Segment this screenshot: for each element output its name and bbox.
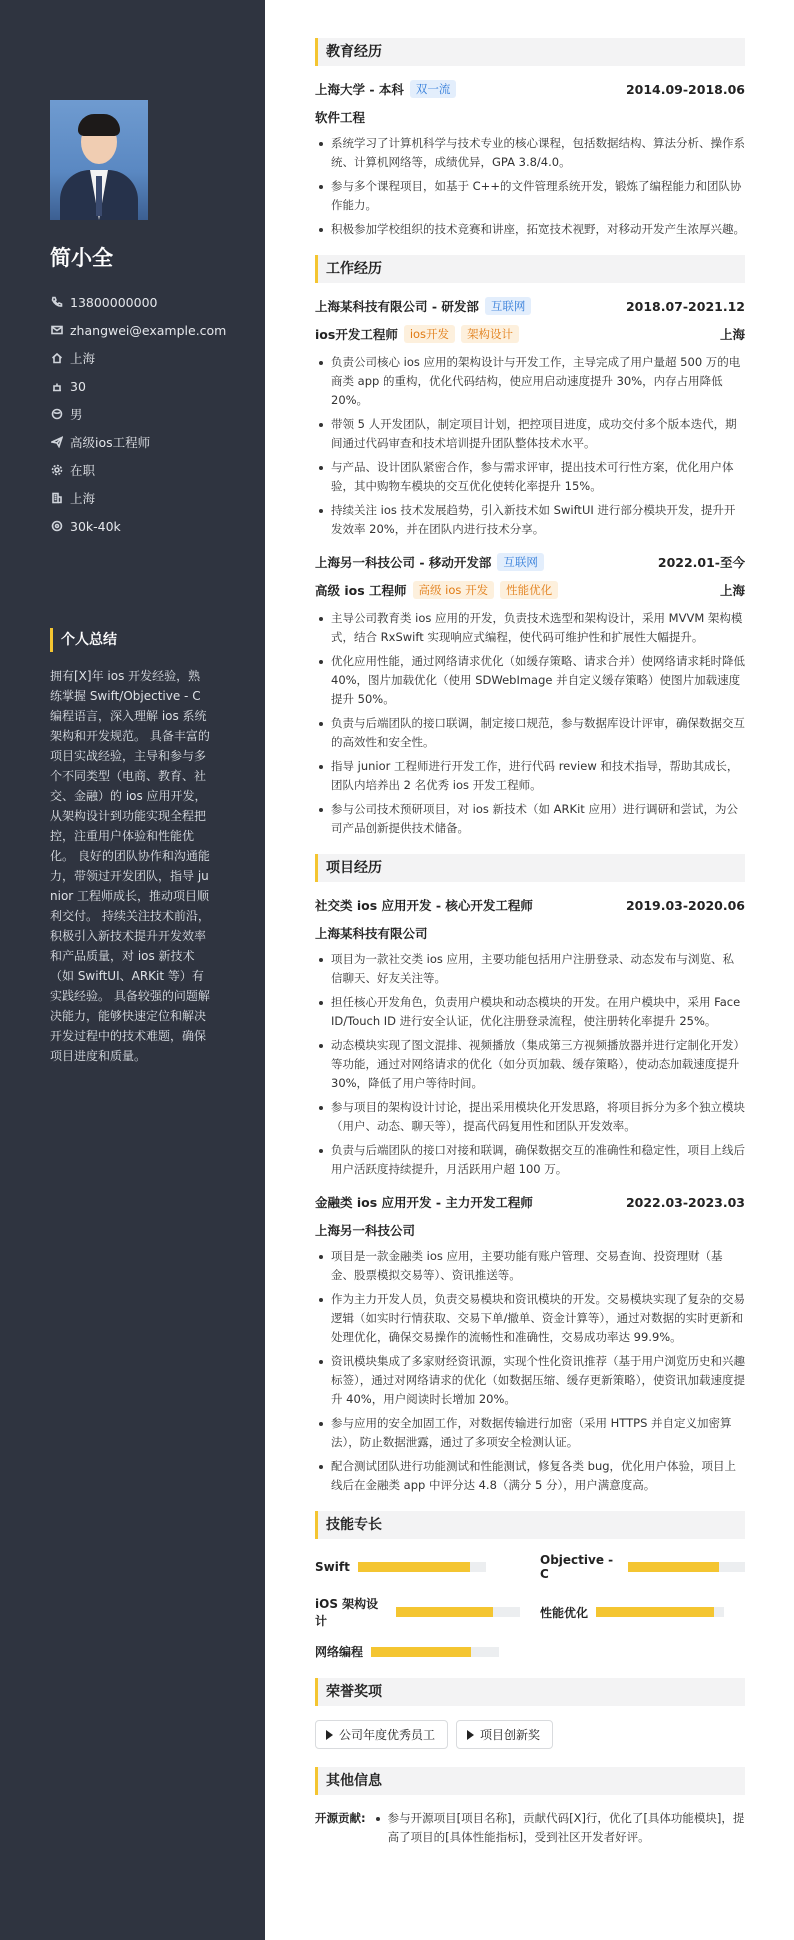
info-city [50,484,265,512]
job-2 [315,553,745,838]
job-2-industry-tag: 互联网 [497,553,544,571]
info-location-text: 上海 [70,351,96,366]
info-status-text: 在职 [70,463,96,478]
list-item: 项目是一款金融类 ios 应用，主要功能有账户管理、交易查询、投资理财（基金、股票模拟交易等）、资讯推送等。 [331,1247,745,1285]
skill-bar [371,1647,499,1657]
list-item: 负责与后端团队的接口对接和联调，确保数据交互的准确性和稳定性，项目上线后用户活跃度持续提升，月活跃用户超 100 万。 [331,1141,745,1179]
list-item: 主导公司教育类 ios 应用的开发，负责技术选型和架构设计，采用 MVVM 架构模式，结合 RxSwift 实现响应式编程，使代码可维护性和扩展性大幅提升。 [331,609,745,647]
list-item: 担任核心开发角色，负责用户模块和动态模块的开发。在用户模块中，采用 Face ID/Touch ID 进行安全认证，优化注册登录流程，使注册转化率提升 25%。 [331,993,745,1031]
job-1-role-row [315,325,745,343]
info-position-text: 高级ios工程师 [70,435,151,450]
skill-item [540,1553,745,1581]
list-item: 与产品、设计团队紧密合作，参与需求评审，提出技术可行性方案，优化用户体验，其中购物车模块的交互优化使转化率提升 15%。 [331,458,745,496]
awards-list [315,1720,745,1749]
job-2-date: 2022.01-至今 [657,555,745,570]
skill-name: Objective - C [540,1553,614,1581]
mail-icon [50,323,64,337]
job-2-role: 高级 ios 工程师 [315,583,407,598]
education-major: 软件工程 [315,110,366,125]
project-1-date: 2019.03-2020.06 [625,897,745,913]
salary-icon [50,519,64,533]
skill-fill [396,1607,493,1617]
project-1-header [315,896,745,914]
job-1-role: ios开发工程师 [315,327,398,342]
project-1-company: 上海某科技有限公司 [315,926,428,941]
job-1-industry-tag: 互联网 [485,297,532,315]
list-item: 参与项目的架构设计讨论，提出采用模块化开发思路，将项目拆分为多个独立模块（用户、动态、聊天等），提高代码复用性和团队开发效率。 [331,1098,745,1136]
other-title: 其他信息 [315,1767,745,1795]
job-1-company: 上海某科技有限公司 - 研发部 [315,299,479,314]
education-bullets [315,134,745,239]
work-section [315,255,745,838]
skill-bar [396,1607,520,1617]
education-date: 2014.09-2018.06 [625,81,745,97]
project-section [315,854,745,1495]
play-icon [326,1730,333,1740]
skill-name: Swift [315,1560,350,1574]
education-tag: 双一流 [410,80,457,98]
list-item: 项目为一款社交类 ios 应用，主要功能包括用户注册登录、动态发布与浏览、私信聊天、好友关注等。 [331,950,745,988]
skill-fill [628,1562,719,1572]
project-2 [315,1193,745,1495]
skill-item [315,1595,520,1629]
list-item: 负责与后端团队的接口联调，制定接口规范，参与数据库设计评审，确保数据交互的高效性和安全性。 [331,714,745,752]
work-title: 工作经历 [315,255,745,283]
info-position [50,428,265,456]
list-item: 指导 junior 工程师进行开发工作，进行代码 review 和技术指导，帮助其成长，团队内培养出 2 名优秀 ios 开发工程师。 [331,757,745,795]
avatar-hair [78,114,120,136]
job-2-tag-1: 高级 ios 开发 [413,581,495,599]
skill-bar [628,1562,745,1572]
award-label: 项目创新奖 [480,1728,541,1742]
project-2-date: 2022.03-2023.03 [625,1194,745,1210]
list-item: 参与应用的安全加固工作，对数据传输进行加密（采用 HTTPS 并自定义加密算法），防止数据泄露，通过了多项安全检测认证。 [331,1414,745,1452]
other-section [315,1767,745,1852]
skill-item [540,1595,745,1629]
award-label: 公司年度优秀员工 [339,1728,436,1742]
job-1-tag-1: ios开发 [404,325,455,343]
phone-icon [50,295,64,309]
awards-section [315,1678,745,1749]
education-section [315,38,745,239]
job-1-date: 2018.07-2021.12 [625,298,745,314]
skill-bar [596,1607,724,1617]
skills-title: 技能专长 [315,1511,745,1539]
list-item: 系统学习了计算机科学与技术专业的核心课程，包括数据结构、算法分析、操作系统、计算机网络等，成绩优异，GPA 3.8/4.0。 [331,134,745,172]
info-email-text: zhangwei@example.com [70,322,227,338]
list-item: 参与多个课程项目，如基于 C++的文件管理系统开发，锻炼了编程能力和团队协作能力。 [331,177,745,215]
summary-title: 个人总结 [50,628,265,652]
other-row [315,1809,745,1852]
summary-text: 拥有[X]年 ios 开发经验，熟练掌握 Swift/Objective - C 编程语言，深入理解 ios 系统架构和开发规范。 具备丰富的项目实战经验，主导和参与多个不同类型（电商、教育、社交、金融）的 ios 应用开发，从架构设计到功能实现全程把控，注重用户体验和性能优化。 良好的团队协作和沟通能力，带领过开发团队，指导 junior 工程师成长，推动项目顺利交付。 持续关注技术前沿，积极引入新技术提升开发效率和产品质量，对 ios 新技术（如 SwiftUI、ARKit 等）有实践经验。 具备较强的问题解决能力，能够快速定位和解决开发过程中的技术难题，确保项目进度和质量。 [50,669,210,1063]
award-chip[interactable] [315,1720,448,1749]
other-bullets [372,1809,745,1852]
info-salary-text: 30k-40k [70,518,121,534]
other-label: 开源贡献: [315,1811,366,1825]
education-title: 教育经历 [315,38,745,66]
education-school: 上海大学 - 本科 [315,82,404,97]
project-2-name: 金融类 ios 应用开发 - 主力开发工程师 [315,1195,533,1210]
skill-fill [596,1607,714,1617]
info-status [50,456,265,484]
sidebar [0,0,265,1940]
project-1-name: 社交类 ios 应用开发 - 核心开发工程师 [315,898,533,913]
project-2-header [315,1193,745,1211]
skill-fill [358,1562,471,1572]
main-content [265,0,794,1940]
list-item: 优化应用性能，通过网络请求优化（如缓存策略、请求合并）使网络请求耗时降低 40%，图片加载优化（使用 SDWebImage 并自定义缓存策略）使图片加载速度提升 50%。 [331,652,745,709]
skill-name: iOS 架构设计 [315,1597,379,1628]
avatar-tie [96,176,102,216]
info-phone [50,288,265,316]
info-gender [50,400,265,428]
info-age [50,372,265,400]
skill-item [315,1553,520,1581]
job-1 [315,297,745,539]
building-icon [50,491,64,505]
home-icon [50,351,64,365]
avatar [50,100,148,220]
list-item: 带领 5 人开发团队，制定项目计划，把控项目进度，成功交付多个版本迭代，期间通过代码审查和技术培训提升团队整体技术水平。 [331,415,745,453]
info-email [50,316,265,344]
project-title: 项目经历 [315,854,745,882]
list-item: 资讯模块集成了多家财经资讯源，实现个性化资讯推荐（基于用户浏览历史和兴趣标签），通过对网络请求的优化（如数据压缩、缓存更新策略），使资讯加载速度提升 40%，用户阅读时长增加 20%。 [331,1352,745,1409]
list-item: 作为主力开发人员，负责交易模块和资讯模块的开发。交易模块实现了复杂的交易逻辑（如实时行情获取、交易下单/撤单、资金计算等），通过对数据的实时更新和处理优化，确保交易操作的流畅性和准确性，交易成功率达 99.9%。 [331,1290,745,1347]
skills-grid [315,1553,745,1660]
skill-name: 性能优化 [540,1605,589,1620]
list-item: 积极参加学校组织的技术竞赛和讲座，拓宽技术视野，对移动开发产生浓厚兴趣。 [331,220,745,239]
list-item: 负责公司核心 ios 应用的架构设计与开发工作，主导完成了用户量超 500 万的电商类 app 的重构，优化代码结构，使应用启动速度提升 30%，内存占用降低 20%。 [331,353,745,410]
project-2-company: 上海另一科技公司 [315,1223,416,1238]
job-1-tag-2: 架构设计 [461,325,519,343]
info-phone-text: 13800000000 [70,294,158,310]
job-2-header [315,553,745,571]
info-city-text: 上海 [70,491,96,506]
list-item: 动态模块实现了图文混排、视频播放（集成第三方视频播放器并进行定制化开发）等功能，通过对网络请求的优化（如分页加载、缓存策略），使动态加载速度提升 30%，降低了用户等待时间。 [331,1036,745,1093]
job-1-bullets [315,353,745,539]
play-icon [467,1730,474,1740]
gender-icon [50,407,64,421]
info-age-text: 30 [70,378,86,394]
job-2-tag-2: 性能优化 [500,581,558,599]
project-2-bullets [315,1247,745,1495]
send-icon [50,435,64,449]
job-2-city: 上海 [719,583,745,598]
award-chip[interactable] [456,1720,553,1749]
list-item: 持续关注 ios 技术发展趋势，引入新技术如 SwiftUI 进行部分模块开发，提升开发效率 20%，并在团队内进行技术分享。 [331,501,745,539]
age-icon [50,379,64,393]
job-1-header [315,297,745,315]
info-salary [50,512,265,540]
skills-section [315,1511,745,1660]
list-item: 配合测试团队进行功能测试和性能测试，修复各类 bug，优化用户体验，项目上线后在金融类 app 中评分达 4.8（满分 5 分），用户满意度高。 [331,1457,745,1495]
education-header [315,80,745,98]
awards-title: 荣誉奖项 [315,1678,745,1706]
job-2-bullets [315,609,745,838]
project-1 [315,896,745,1179]
skill-item [315,1643,520,1660]
info-location [50,344,265,372]
profile-name: 简小全 [50,246,113,270]
list-item: 参与开源项目[项目名称]，贡献代码[X]行，优化了[具体功能模块]，提高了项目的[具体性能指标]，受到社区开发者好评。 [388,1809,745,1847]
skill-fill [371,1647,471,1657]
job-2-company: 上海另一科技公司 - 移动开发部 [315,555,492,570]
list-item: 参与公司技术预研项目，对 ios 新技术（如 ARKit 应用）进行调研和尝试，为公司产品创新提供技术储备。 [331,800,745,838]
job-1-city: 上海 [719,327,745,342]
skill-name: 网络编程 [315,1645,364,1659]
gear-icon [50,463,64,477]
skill-bar [358,1562,486,1572]
project-1-bullets [315,950,745,1179]
info-gender-text: 男 [70,407,83,422]
job-2-role-row [315,581,745,599]
